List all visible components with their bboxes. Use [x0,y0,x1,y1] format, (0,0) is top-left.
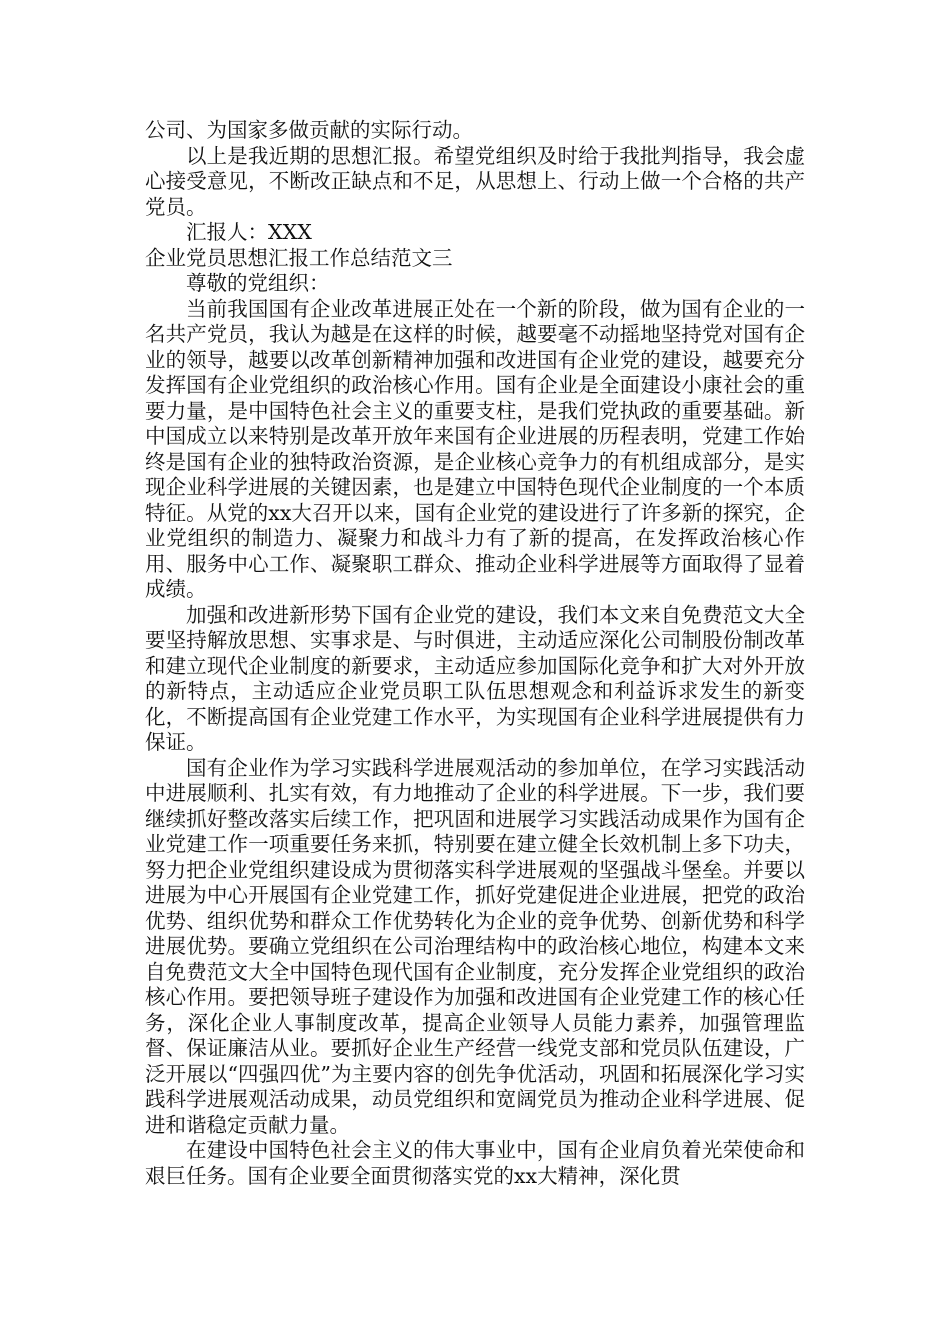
section-title: 企业党员思想汇报工作总结范文三 [145,245,453,270]
paragraph-body-3: 国有企业作为学习实践科学进展观活动的参加单位，在学习实践活动中进展顺利、扎实有效，有力地推动了企业的科学进展。下一步，我们要继续抓好整改落实后续工作，把巩固和进展学习实践活动成果作为国有企业党建工作一项重要任务来抓，特别要在建立健全长效机制上多下功夫，努力把企业党组织建设成为贯彻落实科学进展观的坚强战斗堡垒。并要以进展为中心开展国有企业党建工作，抓好党建促进企业进展，把党的政治优势、组织优势和群众工作优势转化为企业的竞争优势、创新优势和科学进展优势。要确立党组织在公司治理结构中的政治核心地位，构建本文来自免费范文大全中国特色现代国有企业制度，充分发挥企业党组织的政治核心作用。要把领导班子建设作为加强和改进国有企业党建工作的核心任务，深化企业人事制度改革，提高企业领导人员能力素养，加强管理监督、保证廉洁从业。要抓好企业生产经营一线党支部和党员队伍建设，广泛开展以“四强四优”为主要内容的创先争优活动，巩固和拓展深化学习实践科学进展观活动成果，动员党组织和宽阔党员为推动企业科学进展、促进和谐稳定贡献力量。 [145,755,805,1137]
paragraph-body-2: 加强和改进新形势下国有企业党的建设，我们本文来自免费范文大全要坚持解放思想、实事求是、与时俱进，主动适应深化公司制股份制改革和建立现代企业制度的新要求，主动适应参加国际化竞争和扩大对外开放的新特点，主动适应企业党员职工队伍思想观念和利益诉求发生的新变化，不断提高国有企业党建工作水平，为实现国有企业科学进展提供有力保证。 [145,602,805,754]
paragraph-body-1: 当前我国国有企业改革进展正处在一个新的阶段，做为国有企业的一名共产党员，我认为越是在这样的时候，越要毫不动摇地坚持党对国有企业的领导，越要以改革创新精神加强和改进国有企业党的建设，越要充分发挥国有企业党组织的政治核心作用。国有企业是全面建设小康社会的重要力量，是中国特色社会主义的重要支柱，是我们党执政的重要基础。新中国成立以来特别是改革开放年来国有企业进展的历程表明，党建工作始终是国有企业的独特政治资源，是企业核心竞争力的有机组成部分，是实现企业科学进展的关键因素，也是建立中国特色现代企业制度的一个本质特征。从党的xx大召开以来，国有企业党的建设进行了许多新的探究，企业党组织的制造力、凝聚力和战斗力有了新的提高，在发挥政治核心作用、服务中心工作、凝聚职工群众、推动企业科学进展等方面取得了显着成绩。 [145,296,805,601]
document-body [145,118,805,1189]
paragraph-conclusion: 以上是我近期的思想汇报。希望党组织及时给于我批判指导，我会虚心接受意见，不断改正缺点和不足，从思想上、行动上做一个合格的共产党员。 [145,143,805,219]
paragraph-body-4: 在建设中国特色社会主义的伟大事业中，国有企业肩负着光荣使命和艰巨任务。国有企业要全面贯彻落实党的xx大精神，深化贯 [145,1138,805,1188]
reporter-signature: 汇报人：XXX [186,220,312,244]
salutation: 尊敬的党组织： [186,271,330,295]
paragraph-closing-fragment: 公司、为国家多做贡献的实际行动。 [145,118,473,142]
